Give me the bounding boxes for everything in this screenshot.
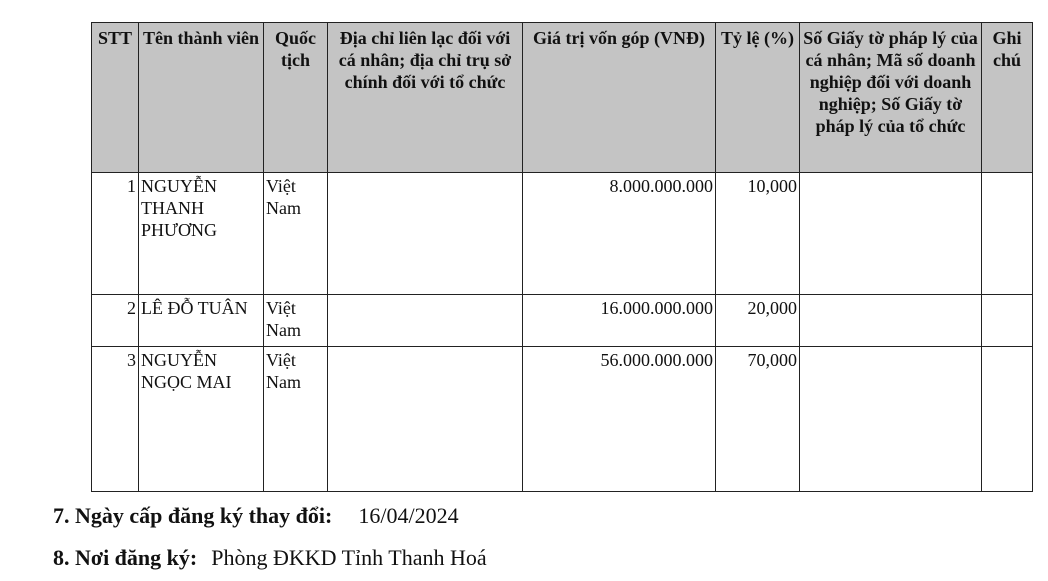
header-row bbox=[92, 23, 1033, 173]
cell-ratio: 70,000 bbox=[716, 347, 800, 492]
cell-stt: 2 bbox=[92, 295, 139, 347]
table-row bbox=[92, 173, 1033, 295]
header-legal-doc: Số Giấy tờ pháp lý của cá nhân; Mã số doanh nghiệp đối với doanh nghiệp; Số Giấy tờ pháp lý của tổ chức bbox=[800, 23, 982, 173]
cell-legal-doc bbox=[800, 295, 982, 347]
members-table bbox=[91, 22, 1033, 492]
cell-note bbox=[982, 347, 1033, 492]
cell-name: NGUYỄN THANH PHƯƠNG bbox=[139, 173, 264, 295]
cell-stt: 1 bbox=[92, 173, 139, 295]
cell-address bbox=[328, 347, 523, 492]
registration-place-value: Phòng ĐKKD Tỉnh Thanh Hoá bbox=[211, 545, 487, 570]
header-note: Ghi chú bbox=[982, 23, 1033, 173]
header-nationality: Quốc tịch bbox=[264, 23, 328, 173]
cell-nationality: Việt Nam bbox=[264, 295, 328, 347]
registration-date-value: 16/04/2024 bbox=[358, 503, 459, 528]
cell-name: NGUYỄN NGỌC MAI bbox=[139, 347, 264, 492]
header-address: Địa chỉ liên lạc đối với cá nhân; địa chỉ trụ sở chính đối với tổ chức bbox=[328, 23, 523, 173]
table-row bbox=[92, 295, 1033, 347]
cell-name: LÊ ĐỖ TUÂN bbox=[139, 295, 264, 347]
registration-place-line bbox=[53, 544, 487, 572]
cell-ratio: 20,000 bbox=[716, 295, 800, 347]
header-ratio: Tỷ lệ (%) bbox=[716, 23, 800, 173]
cell-address bbox=[328, 173, 523, 295]
cell-capital: 16.000.000.000 bbox=[523, 295, 716, 347]
header-stt: STT bbox=[92, 23, 139, 173]
cell-nationality: Việt Nam bbox=[264, 347, 328, 492]
header-name: Tên thành viên bbox=[139, 23, 264, 173]
registration-date-line bbox=[53, 502, 459, 530]
cell-ratio: 10,000 bbox=[716, 173, 800, 295]
cell-legal-doc bbox=[800, 347, 982, 492]
header-capital: Giá trị vốn góp (VNĐ) bbox=[523, 23, 716, 173]
registration-date-label: 7. Ngày cấp đăng ký thay đổi: bbox=[53, 503, 333, 528]
cell-stt: 3 bbox=[92, 347, 139, 492]
table-row bbox=[92, 347, 1033, 492]
cell-note bbox=[982, 173, 1033, 295]
registration-place-label: 8. Nơi đăng ký: bbox=[53, 545, 198, 570]
cell-nationality: Việt Nam bbox=[264, 173, 328, 295]
cell-legal-doc bbox=[800, 173, 982, 295]
cell-note bbox=[982, 295, 1033, 347]
cell-capital: 8.000.000.000 bbox=[523, 173, 716, 295]
cell-capital: 56.000.000.000 bbox=[523, 347, 716, 492]
cell-address bbox=[328, 295, 523, 347]
